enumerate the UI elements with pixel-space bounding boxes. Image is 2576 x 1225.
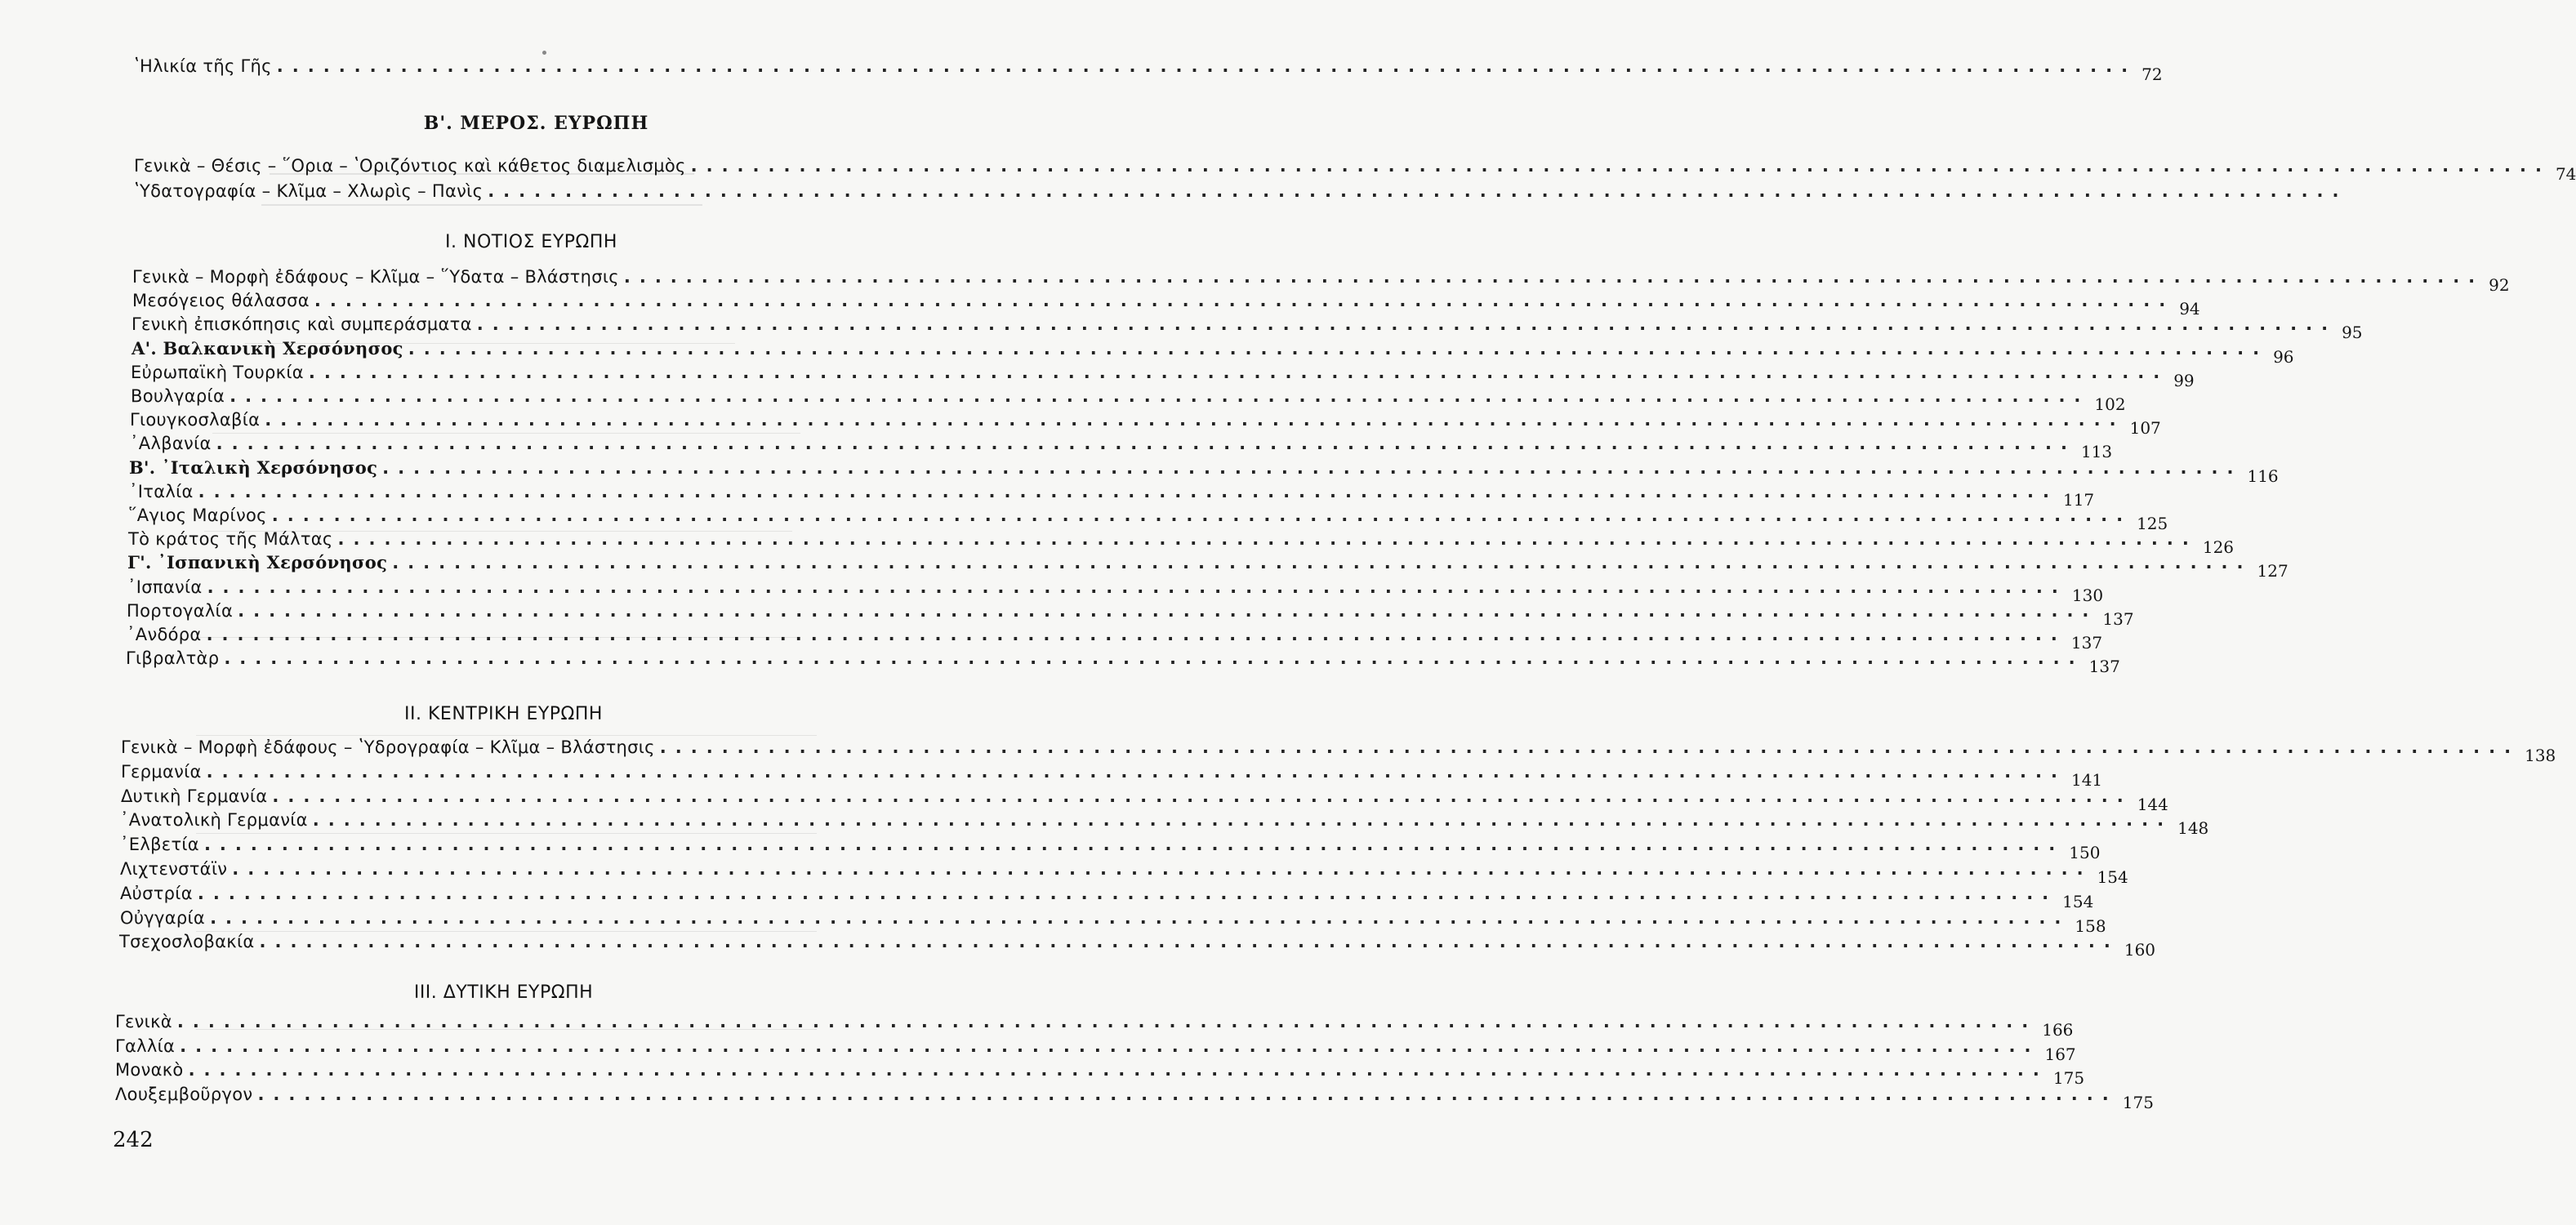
entry-page: 154: [2097, 867, 2128, 887]
toc-entry[interactable]: [121, 737, 2556, 765]
entry-label: ᾽Αλβανία: [130, 434, 212, 453]
section-heading-south: Ι. ΝΟΤΙΟΣ ΕΥΡΩΠΗ: [445, 232, 617, 252]
entry-page: 175: [2052, 1068, 2085, 1088]
toc-entry[interactable]: [131, 385, 2126, 414]
toc-entry[interactable]: [131, 314, 2363, 342]
toc-entry[interactable]: [120, 834, 2101, 862]
section-heading-west: ΙΙΙ. ΔΥΤΙΚΗ ΕΥΡΩΠΗ: [413, 982, 594, 1003]
entry-page: 158: [2075, 916, 2106, 936]
section-heading-central: ΙΙ. ΚΕΝΤΡΙΚΗ ΕΥΡΩΠΗ: [404, 704, 603, 724]
entry-page: 148: [2177, 818, 2209, 838]
dot-leader: ........................................................................................................................: [180, 1036, 2040, 1056]
entry-label: ʽΗλικία τῆς Γῆς: [134, 56, 272, 76]
toc-entry[interactable]: [127, 600, 2134, 629]
entry-page: 138: [2525, 746, 2556, 765]
entry-page: 154: [2062, 892, 2094, 911]
entry-page: 102: [2094, 394, 2126, 414]
dot-leader: ........................................................................................................................: [690, 156, 2551, 176]
page-number: 242: [113, 1128, 154, 1152]
entry-label: Γενικὰ – Θέσις – ῞Ορια – ʽΟριζόντιος καὶ κάθετος διαμελισμὸς: [134, 156, 686, 176]
entry-page: 175: [2122, 1093, 2154, 1112]
dot-leader: ........................................................................................................................: [408, 339, 2269, 359]
toc-entry[interactable]: [121, 761, 2103, 790]
entry-label: Γιβραλτὰρ: [126, 648, 220, 668]
entry-label: ᾽Ανδόρα: [127, 625, 202, 644]
entry-page: 117: [2062, 490, 2095, 510]
part-heading: Β'. ΜΕΡΟΣ. ΕΥΡΩΠΗ: [423, 113, 649, 134]
dot-leader: ........................................................................................................................: [188, 1060, 2048, 1080]
entry-label: Λιχτενστάϊν: [120, 859, 228, 879]
toc-entry[interactable]: [127, 624, 2103, 653]
entry-label: Γενικὰ: [115, 1012, 172, 1031]
entry-label: Γενικὴ ἐπισκόπησις καὶ συμπεράσματα: [131, 314, 472, 334]
entry-page: 137: [2102, 609, 2134, 629]
toc-entry[interactable]: [132, 290, 2200, 318]
entry-label: ᾽Ιταλία: [129, 482, 194, 501]
entry-page: 137: [2088, 657, 2120, 676]
entry-page: 144: [2137, 795, 2168, 814]
entry-label: ᾽Ανατολικὴ Γερμανία: [120, 810, 308, 830]
entry-page: 72: [2141, 65, 2163, 84]
entry-page: 92: [2489, 275, 2510, 295]
dot-leader: ........................................................................................................................: [230, 386, 2090, 406]
toc-entry[interactable]: [131, 338, 2294, 367]
entry-page: 141: [2070, 770, 2103, 790]
toc-entry[interactable]: [115, 1011, 2074, 1040]
dot-leader: ........................................................................................................................: [623, 267, 2485, 287]
dot-leader: ........................................................................................................................: [392, 553, 2253, 572]
toc-entry[interactable]: [119, 931, 2156, 960]
entry-label: Γερμανία: [121, 762, 202, 782]
dot-leader: ........................................................................................................................: [206, 762, 2066, 782]
toc-entry[interactable]: [120, 907, 2106, 936]
dot-leader: ........................................................................................................................: [276, 56, 2137, 76]
toc-entry[interactable]: [130, 433, 2113, 461]
entry-page: 99: [2173, 371, 2195, 390]
toc-entry[interactable]: [130, 409, 2161, 438]
entry-label: Οὐγγαρία: [120, 908, 206, 928]
dot-leader: ........................................................................................................................: [207, 577, 2067, 597]
toc-entry[interactable]: [127, 577, 2104, 605]
toc-entry[interactable]: [129, 457, 2279, 486]
entry-page: 167: [2044, 1045, 2076, 1064]
dot-leader: ........................................................................................................................: [259, 932, 2119, 951]
dot-leader: ........................................................................................................................: [232, 859, 2092, 879]
entry-label: Α'. Βαλκανικὴ Χερσόνησος: [131, 338, 403, 359]
dot-leader: ........................................................................................................................: [271, 506, 2133, 525]
dot-leader: ........................................................................................................................: [197, 884, 2058, 903]
toc-entry[interactable]: [127, 552, 2289, 581]
dot-leader: ........................................................................................................................: [176, 1012, 2038, 1031]
toc-entry[interactable]: [128, 528, 2235, 557]
toc-entry[interactable]: [128, 505, 2168, 533]
entry-page: 113: [2080, 442, 2113, 461]
toc-entry[interactable]: [115, 1036, 2076, 1064]
dot-leader: ........................................................................................................................: [224, 648, 2084, 668]
entry-label: ᾽Ισπανία: [127, 577, 203, 597]
dot-leader: ........................................................................................................................: [272, 786, 2133, 806]
toc-entry[interactable]: [115, 1059, 2085, 1088]
entry-page: 127: [2257, 561, 2289, 581]
dot-leader: ........................................................................................................................: [206, 625, 2066, 644]
entry-page: 166: [2042, 1020, 2074, 1040]
entry-label: ᾽Ελβετία: [120, 835, 199, 854]
toc-entry[interactable]: [134, 180, 2348, 202]
toc-entry[interactable]: [126, 648, 2120, 676]
entry-page: 125: [2137, 514, 2168, 533]
entry-label: Τὸ κράτος τῆς Μάλτας: [128, 529, 333, 549]
dot-leader: ........................................................................................................................: [265, 410, 2125, 430]
dot-leader: ........................................................................................................................: [210, 908, 2070, 928]
toc-entry[interactable]: [121, 786, 2168, 814]
entry-page: 74: [2555, 164, 2576, 184]
entry-page: 160: [2124, 940, 2156, 960]
entry-page: 107: [2129, 418, 2161, 438]
entry-label: Γ'. ᾽Ισπανικὴ Χερσόνησος: [127, 552, 388, 572]
toc-entry[interactable]: [134, 155, 2576, 184]
dot-leader: ........................................................................................................................: [238, 601, 2098, 621]
entry-label: Λουξεμβοῦργον: [115, 1085, 253, 1104]
entry-label: Γαλλία: [115, 1036, 176, 1056]
toc-entry[interactable]: [120, 809, 2209, 838]
dot-leader: ........................................................................................................................: [476, 314, 2338, 334]
entry-label: Γενικὰ – Μορφὴ ἐδάφους – Κλῖμα – ῞Υδατα – Βλάστησις: [132, 267, 619, 287]
dot-leader: ........................................................................................................................: [257, 1085, 2118, 1104]
toc-entry[interactable]: [120, 883, 2094, 911]
entry-page: 126: [2202, 537, 2235, 557]
entry-page: 150: [2069, 843, 2101, 862]
entry-label: Γιουγκοσλαβία: [130, 410, 261, 430]
dot-leader: ........................................................................................................................: [659, 737, 2520, 757]
dot-leader: ........................................................................................................................: [314, 291, 2175, 310]
toc-entry[interactable]: [115, 1084, 2154, 1112]
entry-label: Μεσόγειος θάλασσα: [132, 291, 310, 310]
entry-page: 94: [2179, 299, 2200, 318]
toc-entry[interactable]: [129, 481, 2095, 510]
dot-leader: ........................................................................................................................: [216, 434, 2076, 453]
entry-label: Εὐρωπαϊκὴ Τουρκία: [131, 363, 304, 382]
entry-label: Πορτογαλία: [127, 601, 234, 621]
dot-leader: ........................................................................................................................: [312, 810, 2173, 830]
entry-page: 95: [2342, 323, 2363, 342]
entry-label: ῞Αγιος Μαρίνος: [128, 506, 267, 525]
entry-label: Β'. ᾽Ιταλικὴ Χερσόνησος: [129, 457, 378, 478]
dot-leader: ........................................................................................................................: [308, 363, 2169, 382]
dot-leader: ........................................................................................................................: [198, 482, 2058, 501]
entry-label: Γενικὰ – Μορφὴ ἐδάφους – ʽΥδρογραφία – Κλῖμα – Βλάστησις: [121, 737, 655, 757]
dot-leader: ........................................................................................................................: [337, 529, 2198, 549]
entry-label: Δυτικὴ Γερμανία: [121, 786, 268, 806]
entry-label: Τσεχοσλοβακία: [119, 932, 255, 951]
entry-page: 116: [2247, 466, 2279, 486]
dot-leader: ........................................................................................................................: [382, 458, 2243, 478]
dot-leader: ........................................................................................................................: [203, 835, 2065, 854]
entry-label: ʽΥδατογραφία – Κλῖμα – Χλωρὶς – Πανὶς: [134, 181, 484, 201]
toc-entry[interactable]: [132, 266, 2510, 295]
toc-entry[interactable]: [134, 56, 2163, 84]
entry-label: Μονακὸ: [115, 1060, 184, 1080]
dot-leader: ........................................................................................................................: [488, 181, 2348, 201]
toc-entry[interactable]: [131, 362, 2195, 390]
entry-page: 137: [2070, 633, 2103, 653]
toc-entry[interactable]: [120, 858, 2128, 887]
entry-label: Βουλγαρία: [131, 386, 225, 406]
entry-label: Αὐστρία: [120, 884, 193, 903]
entry-page: 96: [2273, 347, 2294, 367]
entry-page: 130: [2071, 586, 2104, 605]
